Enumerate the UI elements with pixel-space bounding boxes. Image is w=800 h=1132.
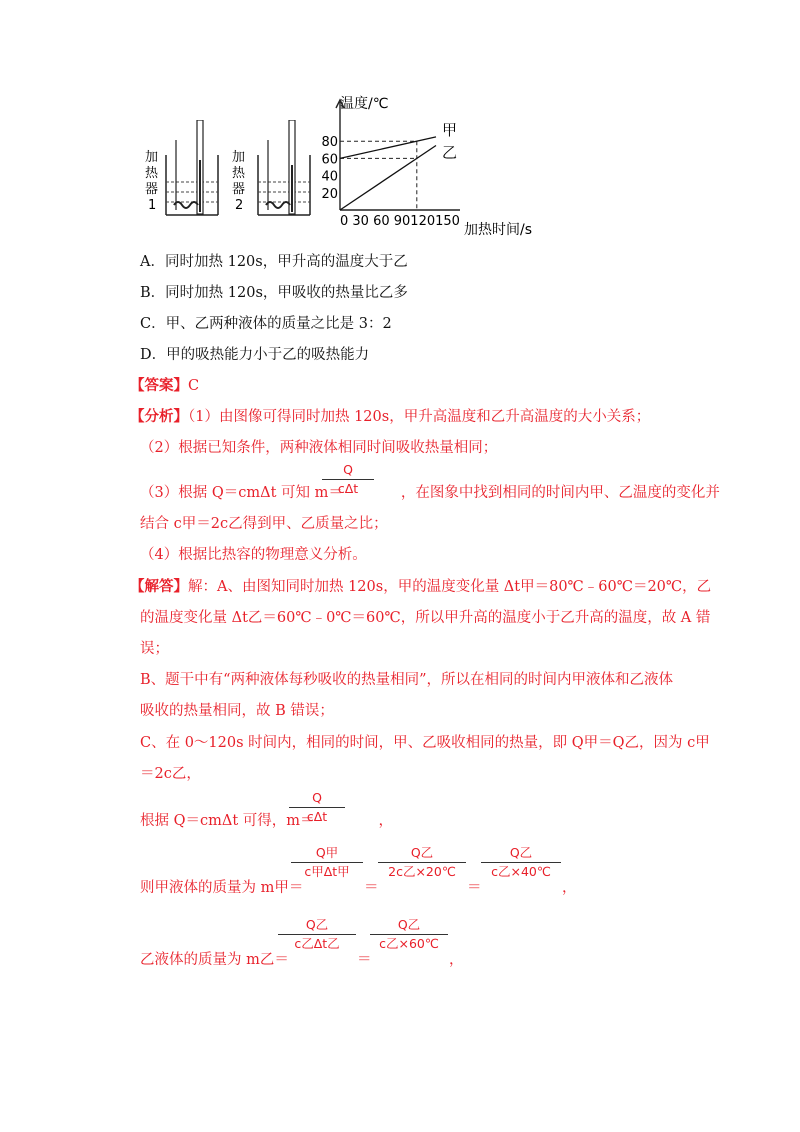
solution-text: 则甲液体的质量为 m甲＝ [140, 880, 304, 896]
fraction-numerator: Q [343, 462, 353, 477]
y-tick-label: 80 [321, 135, 338, 151]
option-c [140, 314, 392, 334]
fraction-denominator: c乙Δt乙 [294, 936, 340, 951]
solution-line-2: 的温度变化量 Δt乙＝60℃﹣0℃＝60℃，所以甲升高的温度小于乙升高的温度，故 A 错 [140, 610, 711, 626]
series-label-jia: 甲 [442, 120, 458, 139]
solution-line-9 [140, 878, 303, 898]
heater-2-char: 器 [232, 182, 246, 197]
fraction-denominator: cΔt [337, 481, 359, 496]
analysis-text: ，在图象中找到相同的时间内甲、乙温度的变化并 [400, 485, 720, 501]
analysis-tag: 【分析】 [130, 408, 188, 425]
option-d [140, 345, 369, 365]
analysis-text: （1）由图像可得同时加热 120s，甲升高温度和乙升高温度的大小关系； [188, 409, 651, 425]
option-letter: D． [140, 347, 167, 363]
solution-line-4: B、题干中有“两种液体每秒吸收的热量相同”，所以在相同的时间内甲液体和乙液体 [140, 672, 673, 688]
solution-text: ， [562, 880, 577, 896]
analysis-line-5: （4）根据比热容的物理意义分析。 [140, 547, 367, 563]
heater-1-char: 器 [145, 182, 159, 197]
fraction-bar [291, 862, 363, 863]
solution-line-7: ＝2c乙， [140, 766, 201, 782]
solution-line-10 [140, 950, 289, 970]
beaker-1-illustration [160, 120, 225, 220]
solution-line-6: C、在 0～120s 时间内，相同的时间，甲、乙吸收相同的热量，即 Q甲＝Q乙，因为 c甲 [140, 735, 710, 751]
fraction-numerator: Q乙 [305, 917, 329, 932]
y-tick-label: 60 [321, 152, 338, 168]
heater-1-label [145, 150, 158, 214]
solution-line-8 [140, 811, 393, 831]
y-tick-label: 40 [321, 169, 338, 185]
solution-line-5: 吸收的热量相同，故 B 错误； [140, 703, 334, 719]
fraction-mass-jia-1 [291, 845, 363, 880]
option-a [140, 252, 408, 272]
solution-text: 解：A、由图知同时加热 120s，甲的温度变化量 Δt甲＝80℃﹣60℃＝20℃，乙 [188, 579, 712, 595]
heater-1-char: 1 [148, 198, 157, 213]
fraction-bar [278, 934, 356, 935]
analysis-line-4: 结合 c甲＝2c乙得到甲、乙质量之比； [140, 516, 388, 532]
option-letter: B． [140, 285, 166, 301]
solution-text: 乙液体的质量为 m乙＝ [140, 952, 289, 968]
fraction-denominator: c甲Δt甲 [304, 864, 350, 879]
heater-1-char: 加 [145, 150, 159, 165]
fraction-mass-yi-2 [370, 917, 448, 952]
fraction-bar [289, 807, 345, 808]
analysis-line-2: （2）根据已知条件，两种液体相同时间吸收热量相同； [140, 440, 498, 456]
fraction-bar [378, 862, 466, 863]
x-axis-label: 加热时间/s [464, 222, 533, 238]
fraction-numerator: Q乙 [397, 917, 421, 932]
y-axis-label: 温度/℃ [340, 96, 389, 112]
heater-1-char: 热 [145, 166, 159, 181]
option-b [140, 283, 408, 303]
x-axis-tick-labels: 0 30 60 90120150 [340, 214, 460, 229]
beaker-2-illustration [252, 120, 317, 220]
fraction-denominator: cΔt [306, 809, 328, 824]
solution-line-3: 误； [140, 641, 169, 657]
answer-line [130, 376, 199, 396]
option-text: 甲、乙两种液体的质量之比是 3：2 [165, 316, 392, 332]
answer-tag: 【答案】 [130, 377, 188, 394]
fraction-denominator: c乙×60℃ [379, 936, 439, 951]
fraction-bar [481, 862, 561, 863]
option-text: 同时加热 120s，甲升高的温度大于乙 [164, 254, 408, 270]
equals-sign: ＝ [467, 880, 482, 896]
fraction-mass-jia-3 [481, 845, 561, 880]
fraction-mass-jia-2 [378, 845, 466, 880]
fraction-bar [370, 934, 448, 935]
solution-text: ， [449, 952, 464, 968]
fraction-numerator: Q乙 [410, 845, 434, 860]
fraction-mass-yi-1 [278, 917, 356, 952]
solution-text: 根据 Q＝cmΔt 可得，m＝ [140, 813, 315, 829]
heater-2-char: 2 [235, 198, 244, 213]
fraction-numerator: Q [312, 790, 322, 805]
analysis-line-1 [130, 407, 650, 427]
fraction-denominator: 2c乙×20℃ [388, 864, 456, 879]
series-label-yi: 乙 [442, 143, 458, 162]
fraction-numerator: Q乙 [509, 845, 533, 860]
heater-2-char: 热 [232, 166, 246, 181]
fraction-numerator: Q甲 [315, 845, 339, 860]
option-letter: C． [140, 316, 166, 332]
fraction-m-q-over-c-dt [322, 462, 374, 497]
equals-sign: ＝ [357, 952, 372, 968]
fraction-m-q-over-c-dt-2 [289, 790, 345, 825]
analysis-line-3 [140, 483, 720, 503]
solution-text: ， [378, 813, 394, 829]
heater-2-char: 加 [232, 150, 246, 165]
equals-sign: ＝ [364, 880, 379, 896]
option-text: 甲的吸热能力小于乙的吸热能力 [166, 347, 370, 363]
fraction-bar [322, 479, 374, 480]
solution-tag: 【解答】 [130, 578, 188, 595]
option-letter: A． [140, 254, 165, 270]
y-tick-label: 20 [321, 186, 338, 202]
solution-line-1 [130, 577, 711, 597]
heater-2-label [232, 150, 245, 214]
option-text: 同时加热 120s，甲吸收的热量比乙多 [165, 285, 408, 301]
answer-value: C [188, 378, 200, 394]
analysis-text: （3）根据 Q＝cmΔt 可知 m＝ [140, 485, 343, 501]
temperature-time-graph [320, 92, 550, 240]
fraction-denominator: c乙×40℃ [491, 864, 551, 879]
